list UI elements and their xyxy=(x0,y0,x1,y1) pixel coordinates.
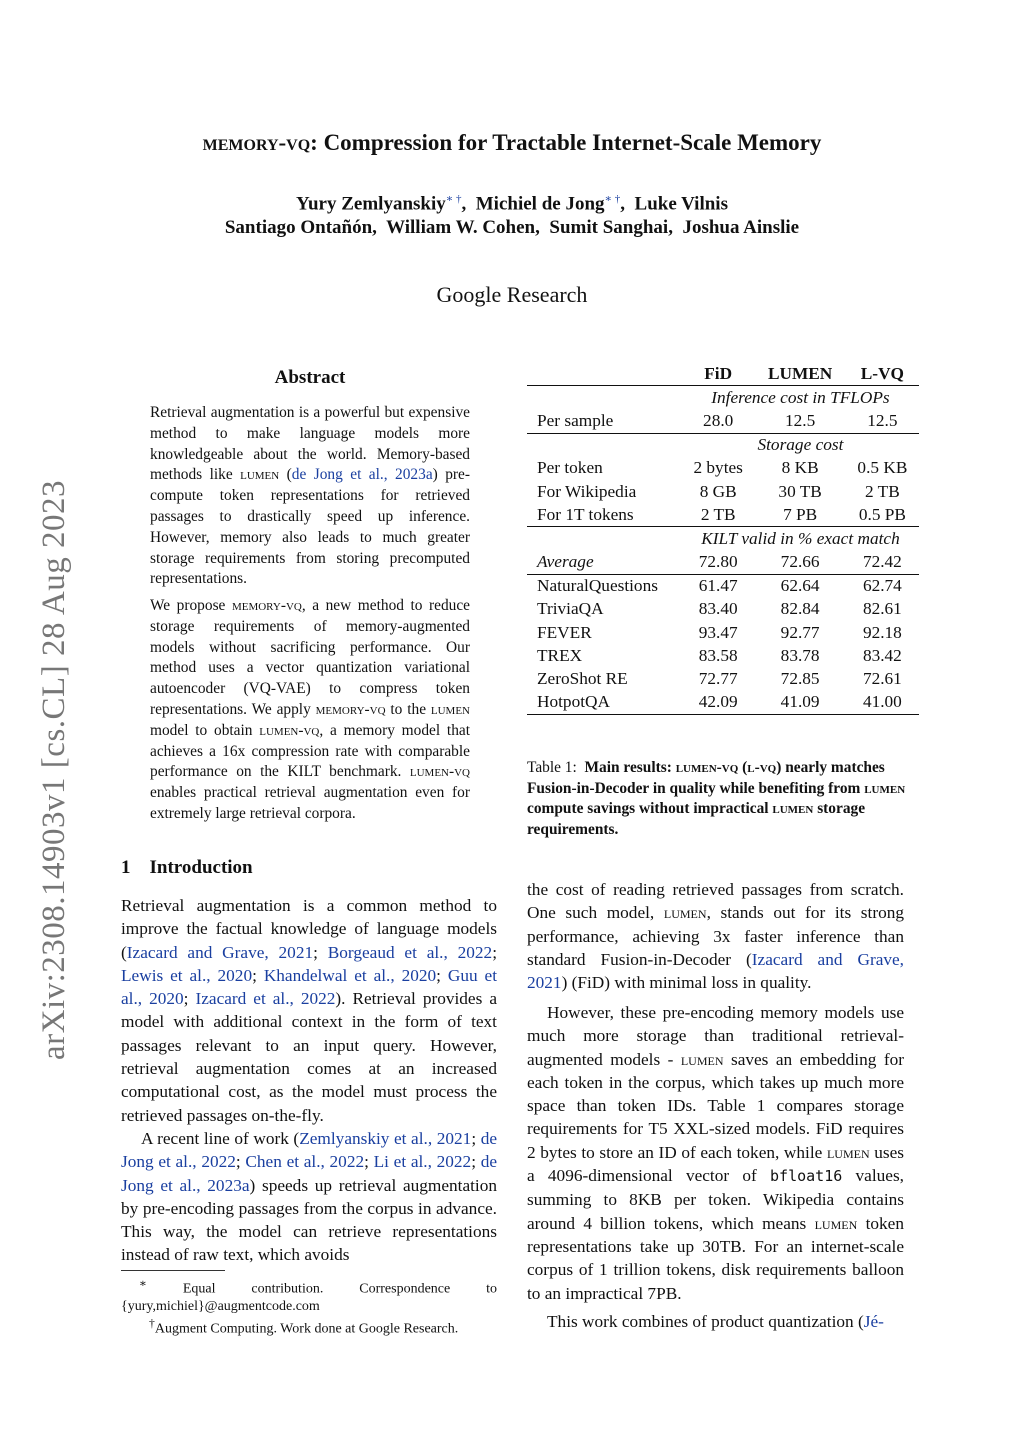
method-name: lumen xyxy=(772,800,814,817)
table-cell: 83.42 xyxy=(862,645,902,665)
author-name: Santiago Ontañón xyxy=(224,217,373,238)
intro-paragraph-1 xyxy=(121,894,497,1127)
authors-line-2: Santiago Ontañón, William W. Cohen, Sumit Sanghai, Joshua Ainslie xyxy=(224,217,800,238)
table-cell: Average xyxy=(537,552,594,572)
section-title: Introduction xyxy=(149,857,253,878)
table-cell: 2 bytes xyxy=(693,458,743,478)
text: enables practical retrieval augmentation even for extremely large retrieval corpora. xyxy=(150,784,470,822)
text: ; xyxy=(235,1152,246,1172)
table-cell: FEVER xyxy=(537,622,592,642)
table-row xyxy=(527,574,919,598)
text: , a memory model that achieves a 16x compression rate with comparable performance on the KILT benchmark. xyxy=(150,721,470,781)
text: Retrieval augmentation is a common method to improve the factual knowledge of language models ( xyxy=(121,896,497,962)
text: , stands out for its strong performance, achieving 3x faster inference than standard Fusion-in-Decoder ( xyxy=(527,903,905,969)
footnote-text: Equal contribution. Correspondence to {yury,michiel}@augmentcode.com xyxy=(121,1281,497,1314)
text: ; xyxy=(252,965,264,985)
citation-link[interactable]: Izacard and Grave, 2021 xyxy=(126,942,314,962)
text: ) speeds up retrieval augmentation by pre-encoding passages from the corpus in advance. This way, the model can retrieve representations instead of raw text, which avoids xyxy=(121,1175,498,1265)
method-name: lumen xyxy=(430,700,470,718)
footnotes xyxy=(121,1270,497,1337)
table-cell: 0.5 PB xyxy=(858,504,906,524)
author-name: Joshua Ainslie xyxy=(682,217,800,238)
affiliation: Google Research xyxy=(436,282,588,307)
footnote-text: Augment Computing. Work done at Google Research. xyxy=(154,1321,459,1337)
citation-link[interactable]: Li et al., 2022 xyxy=(373,1152,472,1172)
citation-link[interactable]: Zemlyanskiy et al., 2021 xyxy=(299,1129,472,1148)
table-cell: 72.61 xyxy=(862,669,902,689)
table-caption xyxy=(527,758,907,840)
table-row xyxy=(527,480,919,503)
method-name: lumen xyxy=(864,779,906,797)
table-group-label: KILT valid in % exact match xyxy=(701,528,900,548)
author-mark: ∗ † xyxy=(604,193,621,205)
text: token representations take up 30TB. For an internet-scale corpus of 1 trillion tokens, disk requirements balloon to an impractical 7PB. xyxy=(527,1213,904,1303)
method-name: memory-vq xyxy=(231,597,302,614)
citation-link[interactable]: de Jong et al., 2022 xyxy=(121,1129,498,1172)
text: However, these pre-encoding memory models use much more storage than traditional retrieval-augmented models - xyxy=(527,1003,904,1069)
text: saves an embedding for each token in the corpus, which takes up much more space than token IDs. Table 1 compares storage requirements for T5 XXL-sized models. FiD requires 2 bytes to store an ID of each token, while xyxy=(527,1049,904,1162)
text: We propose xyxy=(150,597,232,614)
section-number: 1 xyxy=(121,857,131,878)
table-cell: TriviaQA xyxy=(537,599,604,619)
table-cell: TREX xyxy=(537,645,583,665)
citation-link[interactable]: Chen et al., 2022 xyxy=(245,1152,365,1172)
citation-link[interactable]: Borgeaud et al., 2022 xyxy=(327,942,493,962)
text: ( xyxy=(279,466,292,484)
table-cell: ZeroShot RE xyxy=(537,669,628,689)
method-name: lumen xyxy=(814,1213,858,1233)
table-cell: Per sample xyxy=(537,410,614,430)
method-name: lumen xyxy=(240,466,280,484)
table-cell: 72.80 xyxy=(698,552,738,572)
abstract-paragraph-1 xyxy=(150,403,470,590)
method-name: lumen xyxy=(826,1142,870,1162)
citation-link[interactable]: de Jong et al., 2023a xyxy=(121,1152,498,1195)
text: A recent line of work ( xyxy=(141,1129,300,1148)
table-cell: Per token xyxy=(537,458,603,478)
intro-paragraph-2 xyxy=(121,1127,497,1267)
method-name: l-vq xyxy=(747,759,777,776)
table-cell: NaturalQuestions xyxy=(537,576,658,596)
text: ; xyxy=(183,989,196,1009)
right-paragraph-3 xyxy=(527,1310,904,1333)
text: to the xyxy=(385,700,431,718)
table-group-label: Storage cost xyxy=(757,435,844,455)
citation-link[interactable]: Izacard et al., 2022 xyxy=(195,989,336,1009)
text: , a new method to reduce storage requirements of memory-augmented models without sacrificing performance. Our method uses a vector quantization variational autoencoder (VQ-VAE) to compress token representations. We apply xyxy=(150,597,471,718)
citation-link[interactable]: Lewis et al., 2020 xyxy=(121,965,253,985)
table-cell: 7 PB xyxy=(783,504,818,524)
right-paragraph-1 xyxy=(527,878,904,994)
table-cell: 92.18 xyxy=(862,622,902,642)
author-mark: ∗ † xyxy=(445,193,462,205)
table-cell: 93.47 xyxy=(698,622,738,642)
table-header: LUMEN xyxy=(767,363,833,383)
table-cell: 83.58 xyxy=(698,645,738,665)
table-cell: 72.77 xyxy=(698,669,738,689)
footnote-mark: † xyxy=(149,1316,155,1330)
authors-line-1: Yury Zemlyanskiy∗ †, Michiel de Jong∗ †, Luke Vilnis xyxy=(296,193,728,215)
text: ; xyxy=(492,942,498,962)
author-name: William W. Cohen xyxy=(386,217,536,238)
table-cell: 72.42 xyxy=(862,552,902,572)
text: This work combines of product quantization ( xyxy=(547,1312,864,1331)
table-row xyxy=(527,598,919,621)
table-cell: 41.09 xyxy=(780,692,820,712)
citation-link[interactable]: de Jong et al., 2023a xyxy=(291,466,433,484)
table-row xyxy=(527,503,919,527)
method-name: lumen-vq xyxy=(259,721,320,739)
table-cell: 41.00 xyxy=(862,692,902,712)
table-cell: 8 GB xyxy=(699,481,737,501)
text: ; xyxy=(471,1152,481,1172)
table-group-label: Inference cost in TFLOPs xyxy=(711,387,890,407)
text: ( xyxy=(738,759,748,776)
method-name: lumen-vq xyxy=(409,763,470,781)
table-cell: 30 TB xyxy=(778,481,822,501)
table-header-row xyxy=(527,362,919,386)
title-method-name: memory-vq xyxy=(202,130,311,155)
text: ; xyxy=(313,942,328,962)
text: ) nearly matches Fusion-in-Decoder in quality while benefiting from xyxy=(527,759,885,797)
text: ; xyxy=(436,965,448,985)
author-name: Sumit Sanghai xyxy=(549,217,669,238)
table-row xyxy=(527,644,919,667)
text: the cost of reading retrieved passages from scratch. One such model, xyxy=(527,880,904,923)
table-group-row xyxy=(527,433,919,457)
table-cell: 8 KB xyxy=(781,458,819,478)
text: ; xyxy=(471,1129,481,1148)
table-cell: 72.66 xyxy=(780,552,820,572)
footnote-rule xyxy=(121,1270,225,1271)
table-cell: 28.0 xyxy=(703,410,734,430)
citation-link[interactable]: Guu et al., 2020 xyxy=(121,965,498,1009)
author-name: Michiel de Jong xyxy=(475,193,605,215)
table-cell: 62.64 xyxy=(780,576,820,596)
table-header: FiD xyxy=(704,363,733,383)
right-paragraph-2 xyxy=(527,1001,904,1305)
abstract-heading: Abstract xyxy=(274,367,346,388)
table-row xyxy=(527,667,919,690)
method-name: lumen xyxy=(680,1049,724,1069)
footnote-1 xyxy=(121,1275,497,1315)
table-cell: 12.5 xyxy=(867,410,898,430)
table-group-row xyxy=(527,527,919,551)
citation-link[interactable]: Jé- xyxy=(863,1312,884,1331)
text: uses a 4096-dimensional vector of xyxy=(527,1142,904,1186)
footnote-2 xyxy=(121,1315,497,1338)
table-cell: 61.47 xyxy=(698,576,738,596)
table-cell: 0.5 KB xyxy=(857,458,908,478)
caption-label: Table 1: xyxy=(527,759,577,776)
table-cell: 82.84 xyxy=(780,599,820,619)
author-name: Luke Vilnis xyxy=(634,193,728,215)
text: ). Retrieval provides a model with additional context in the form of text passages relevant to an input query. However, retrieval augmentation comes at an increased computational cost, as the model must process the retrieved passages on-the-fly. xyxy=(121,989,497,1125)
table-cell: For Wikipedia xyxy=(537,481,637,501)
table-row xyxy=(527,457,919,480)
table-row xyxy=(527,691,919,715)
paper-title xyxy=(0,130,1024,156)
text: compute savings without impractical xyxy=(527,800,773,817)
table-cell: 83.40 xyxy=(698,599,738,619)
text: Main results: xyxy=(584,759,676,776)
citation-link[interactable]: Khandelwal et al., 2020 xyxy=(263,965,437,985)
text: values, summing to 8KB per token. Wikipedia contains around 4 billion tokens, which means xyxy=(527,1166,904,1233)
method-name: lumen-vq xyxy=(675,759,739,776)
arxiv-stamp: arXiv:2308.14903v1 [cs.CL] 28 Aug 2023 xyxy=(36,480,72,1060)
table-row xyxy=(527,409,919,433)
section-heading-introduction xyxy=(121,857,253,879)
results-table xyxy=(527,362,919,715)
table-cell: For 1T tokens xyxy=(537,504,634,524)
text: ; xyxy=(364,1152,374,1172)
method-name: lumen xyxy=(663,903,707,923)
table-cell: 72.85 xyxy=(780,669,820,689)
table-cell: 2 TB xyxy=(700,504,736,524)
abstract-paragraph-2 xyxy=(150,596,470,825)
table-row xyxy=(527,621,919,644)
text: ) (FiD) with minimal loss in quality. xyxy=(561,973,812,993)
footnote-mark: ∗ xyxy=(139,1277,147,1290)
method-name: memory-vq xyxy=(315,700,386,718)
inline-code: bfloat16 xyxy=(770,1167,843,1186)
title-rest: : Compression for Tractable Internet-Scale Memory xyxy=(310,130,822,155)
table-header: L-VQ xyxy=(860,363,904,383)
text: model to obtain xyxy=(150,721,260,739)
table-group-row xyxy=(527,386,919,410)
table-row xyxy=(527,551,919,575)
text: ) pre-compute token representations for retrieved passages to drastically speed up inference. However, memory also leads to much greater storage requirements from storing precomputed representations. xyxy=(150,466,470,588)
table-cell: 83.78 xyxy=(780,645,820,665)
table-cell: 12.5 xyxy=(784,410,816,430)
author-name: Yury Zemlyanskiy xyxy=(296,193,446,215)
text: Retrieval augmentation is a powerful but expensive method to make language models more knowledgeable about the world. Memory-based methods like xyxy=(150,404,470,484)
citation-link[interactable]: Izacard and Grave, 2021 xyxy=(527,949,904,993)
table-header xyxy=(527,362,682,386)
table-cell: HotpotQA xyxy=(537,692,610,712)
table-cell: 42.09 xyxy=(698,692,738,712)
table-cell: 82.61 xyxy=(862,599,902,619)
table-cell: 2 TB xyxy=(865,481,900,501)
table-cell: 92.77 xyxy=(780,622,820,642)
text: storage requirements. xyxy=(527,800,866,838)
table-cell: 62.74 xyxy=(862,576,902,596)
